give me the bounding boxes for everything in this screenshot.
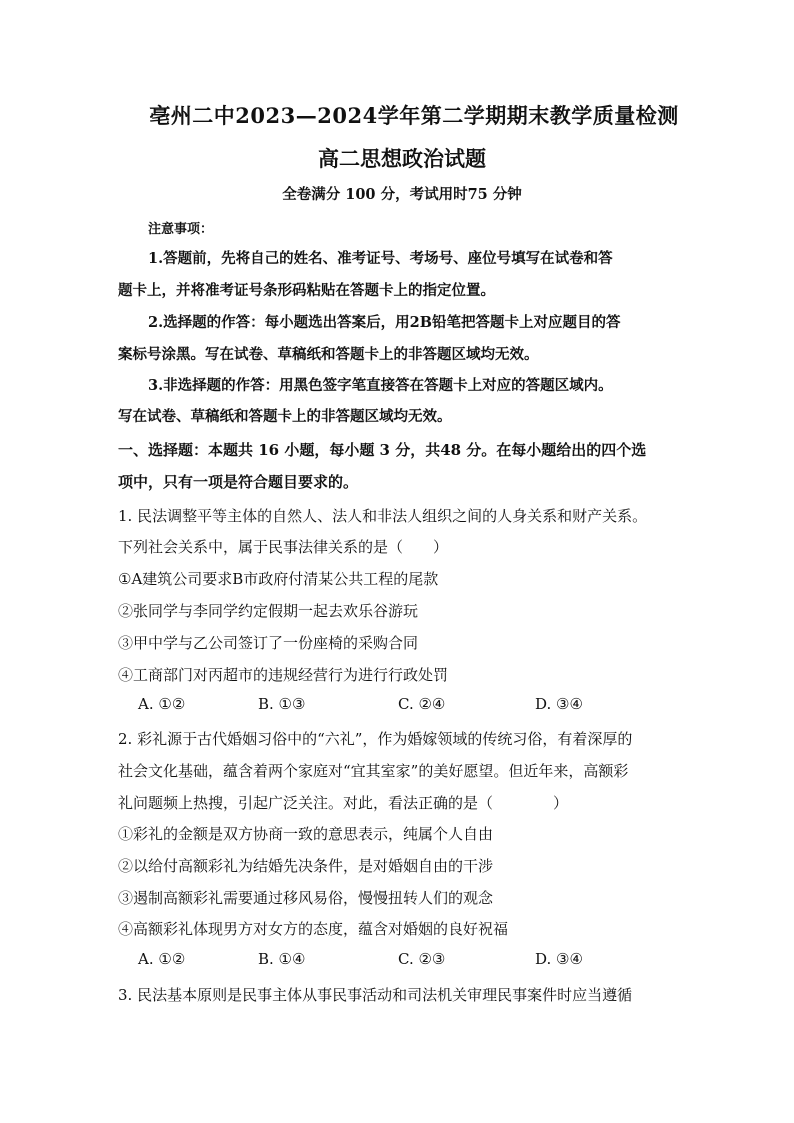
q1-stem-line-1: 1. 民法调整平等主体的自然人、法人和非法人组织之间的人身关系和财产关系。 [118,507,648,525]
q1-statement-2: ②张同学与李同学约定假期一起去欢乐谷游玩 [118,602,419,620]
exam-subject-title: 高二思想政治试题 [318,146,486,171]
q2-statement-4: ④高额彩礼体现男方对女方的态度，蕴含对婚姻的良好祝福 [118,920,509,938]
exam-info: 全卷满分 100 分，考试用时75 分钟 [282,186,522,203]
q1-statement-3: ③甲中学与乙公司签订了一份座椅的采购合同 [118,634,419,652]
q2-stem-line-2: 社会文化基础，蕴含着两个家庭对“宜其室家”的美好愿望。但近年来，高额彩 [118,762,629,780]
note-2-line-2: 案标号涂黑。写在试卷、草稿纸和答题卡上的非答题区域均无效。 [118,346,539,363]
q1-option-b[interactable]: B. ①③ [258,695,306,713]
q2-statement-2: ②以给付高额彩礼为结婚先决条件，是对婚姻自由的干涉 [118,857,494,875]
q1-statement-4: ④工商部门对丙超市的违规经营行为进行行政处罚 [118,666,449,684]
note-2-line-1: 2.选择题的作答：每小题选出答案后，用2B铅笔把答题卡上对应题目的答 [148,314,621,331]
q2-statement-1: ①彩礼的金额是双方协商一致的意思表示，纯属个人自由 [118,825,494,843]
q2-option-c[interactable]: C. ②③ [398,950,446,968]
q2-option-a[interactable]: A. ①② [138,950,186,968]
q2-stem-line-3: 礼问题频上热搜，引起广泛关注。对此，看法正确的是（ ） [118,794,569,812]
q1-statement-1: ①A建筑公司要求B市政府付清某公共工程的尾款 [118,570,439,588]
q1-option-a[interactable]: A. ①② [138,695,186,713]
section-heading-line-2: 项中，只有一项是符合题目要求的。 [118,473,359,491]
q1-stem-line-2: 下列社会关系中，属于民事法律关系的是（ ） [118,538,449,556]
notes-heading: 注意事项： [148,222,214,237]
exam-title: 亳州二中2023—2024学年第二学期期末教学质量检测 [149,103,679,128]
q2-option-b[interactable]: B. ①④ [258,950,306,968]
q3-stem-line-1: 3. 民法基本原则是民事主体从事民事活动和司法机关审理民事案件时应当遵循 [118,986,633,1004]
q2-stem-line-1: 2. 彩礼源于古代婚姻习俗中的“六礼”，作为婚嫁领域的传统习俗，有着深厚的 [118,730,633,748]
q1-option-c[interactable]: C. ②④ [398,695,446,713]
note-3-line-1: 3.非选择题的作答：用黑色签字笔直接答在答题卡上对应的答题区域内。 [148,377,613,394]
q1-option-d[interactable]: D. ③④ [535,695,583,713]
note-1-line-2: 题卡上，并将准考证号条形码粘贴在答题卡上的指定位置。 [118,282,495,299]
q2-option-d[interactable]: D. ③④ [535,950,583,968]
note-1-line-1: 1.答题前，先将自己的姓名、准考证号、考场号、座位号填写在试卷和答 [148,250,613,267]
section-heading-line-1: 一、选择题：本题共 16 小题，每小题 3 分，共48 分。在每小题给出的四个选 [118,441,647,459]
q2-statement-3: ③遏制高额彩礼需要通过移风易俗，慢慢扭转人们的观念 [118,889,494,907]
note-3-line-2: 写在试卷、草稿纸和答题卡上的非答题区域均无效。 [118,408,452,425]
